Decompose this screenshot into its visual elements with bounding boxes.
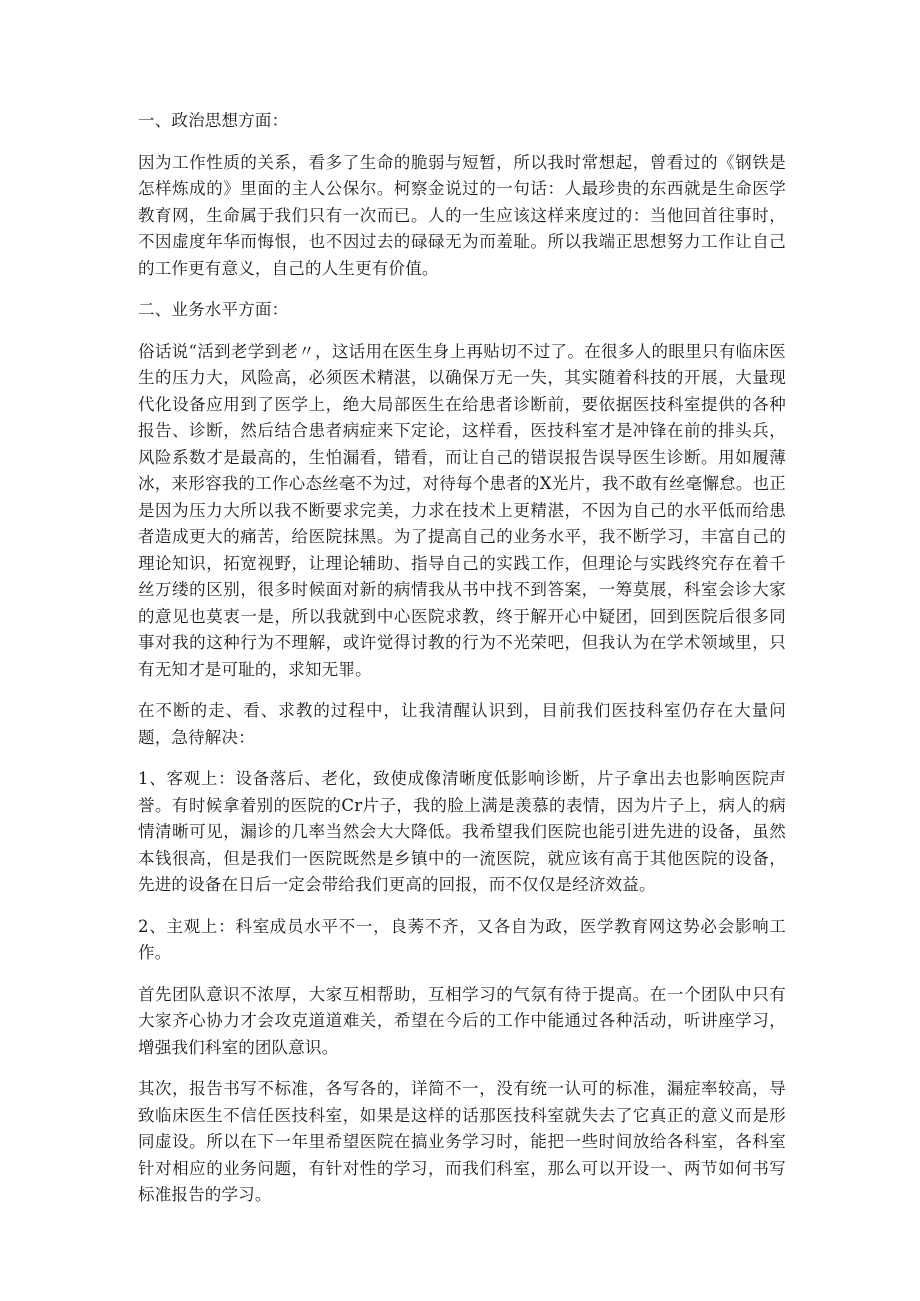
paragraph-lifelong-learning: 俗话说“活到老学到老〃，这话用在医生身上再贴切不过了。在很多人的眼里只有临床医生的压力大，风险高，必须医术精湛，以确保万无一失，其实随着科技的开展，大量现代化设备应用到了医学上，绝大局部医生在给患者诊断前，要依据医技科室提供的各种报告、诊断，然后结合患者病症来下定论，这样看，医技科室才是冲锋在前的排头兵，风险系数才是最高的，生怕漏看，错看，而让自己的错误报告误导医生诊断。用如履薄冰，来形容我的工作心态丝毫不为过，对待每个患者的X光片，我不敢有丝毫懈怠。也正是因为压力大所以我不断要求完美，力求在技术上更精湛，不因为自己的水平低而给患者造成更大的痛苦，给医院抹黑。为了提高自己的业务水平，我不断学习，丰富自己的理论知识，拓宽视野，让理论辅助、指导自己的实践工作，但理论与实践终究存在着千丝万缕的区别，很多时候面对新的病情我从书中找不到答案，一筹莫展，科室会诊大家的意见也莫衷一是，所以我就到中心医院求教，终于解开心中疑团，回到医院后很多同事对我的这种行为不理解，或许觉得讨教的行为不光荣吧，但我认为在学术领域里，只有无知才是可耻的，求知无罪。 xyxy=(138,341,786,679)
paragraph-problems-intro: 在不断的走、看、求教的过程中，让我清醒认识到，目前我们医技科室仍存在大量问题，急待解决： xyxy=(138,701,786,747)
section-heading-political: 一、政治思想方面： xyxy=(138,111,289,130)
paragraph-team-awareness: 首先团队意识不浓厚，大家互相帮助，互相学习的气氛有待于提高。在一个团队中只有大家齐心协力才会攻克道道难关，希望在今后的工作中能通过各种活动，听讲座学习，增强我们科室的团队意识。 xyxy=(138,984,786,1057)
paragraph-political-thought: 因为工作性质的关系，看多了生命的脆弱与短暂，所以我时常想起，曾看过的《钢铁是怎样炼成的》里面的主人公保尔。柯察金说过的一句话：人最珍贵的东西就是生命医学教育网，生命属于我们只有一次而已。人的一生应该这样来度过的：当他回首往事时，不因虚度年华而悔恨，也不因过去的碌碌无为而羞耻。所以我端正思想努力工作让自己的工作更有意义，自己的人生更有价值。 xyxy=(138,152,786,278)
paragraph-report-standards: 其次，报告书写不标准，各写各的，详简不一，没有统一认可的标准，漏症率较高，导致临床医生不信任医技科室，如果是这样的话那医技科室就失去了它真正的意义而是形同虚设。所以在下一年里希望医院在搞业务学习时，能把一些时间放给各科室，各科室针对相应的业务问题，有针对性的学习，而我们科室，那么可以开设一、两节如何书写标准报告的学习。 xyxy=(138,1079,786,1204)
section-heading-professional: 二、业务水平方面： xyxy=(138,300,289,319)
document-body xyxy=(138,108,786,1224)
paragraph-subjective-issues: 2、主观上：科室成员水平不一，良莠不齐，又各自为政，医学教育网这势必会影响工作。 xyxy=(138,916,786,962)
paragraph-objective-issues: 1、客观上：设备落后、老化，致使成像清晰度低影响诊断，片子拿出去也影响医院声誉。有时候拿着别的医院的Cr片子，我的脸上满是羡慕的表情，因为片子上，病人的病情清晰可见，漏诊的几率当然会大大降低。我希望我们医院也能引进先进的设备，虽然本钱很高，但是我们一医院既然是乡镇中的一流医院，就应该有高于其他医院的设备，先进的设备在日后一定会带给我们更高的回报，而不仅仅是经济效益。 xyxy=(138,769,786,894)
